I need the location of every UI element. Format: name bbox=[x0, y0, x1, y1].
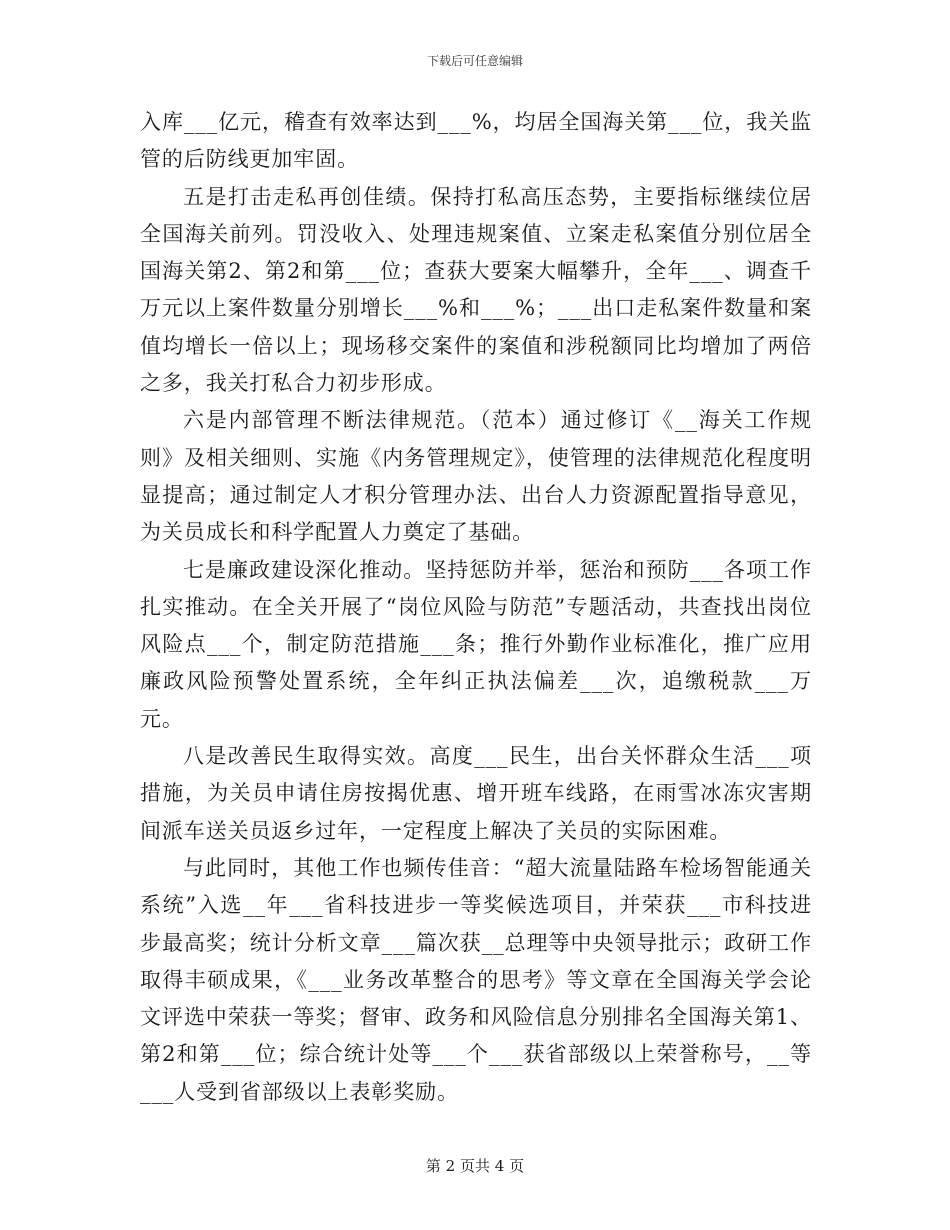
paragraph-6: 与此同时，其他工作也频传佳音：“超大流量陆路车检场智能通关系统”入选__年___省科技进步一等奖候选项目，并荣获___市科技进步最高奖；统计分析文章___篇次获__总理等中央领导批示；政研工作取得丰硕成果，《___业务改革整合的思考》等文章在全国海关学会论文评选中荣获一等奖；督审、政务和风险信息分别排名全国海关第1、第2和第___位；综合统计处等___个___获省部级以上荣誉称号，__等___人受到省部级以上表彰奖励。 bbox=[140, 855, 812, 1104]
paragraph-2: 五是打击走私再创佳绩。保持打私高压态势，主要指标继续位居全国海关前列。罚没收入、处理违规案值、立案走私案值分别位居全国海关第2、第2和第___位；查获大要案大幅攀升，全年___、调查千万元以上案件数量分别增长___%和___%；___出口走私案件数量和案值均增长一倍以上；现场移交案件的案值和涉税额同比均增加了两倍之多，我关打私合力初步形成。 bbox=[140, 184, 812, 396]
paragraph-5: 八是改善民生取得实效。高度___民生，出台关怀群众生活___项措施，为关员申请住房按揭优惠、增开班车线路，在雨雪冰冻灾害期间派车送关员返乡过年，一定程度上解决了关员的实际困难。 bbox=[140, 744, 812, 843]
document-body bbox=[140, 104, 812, 1111]
paragraph-3: 六是内部管理不断法律规范。（范本）通过修订《__海关工作规则》及相关细则、实施《内务管理规定》，使管理的法律规范化程度明显提高；通过制定人才积分管理办法、出台人力资源配置指导意见，为关员成长和科学配置人力奠定了基础。 bbox=[140, 408, 812, 545]
paragraph-4: 七是廉政建设深化推动。坚持惩防并举，惩治和预防___各项工作扎实推动。在全关开展了“岗位风险与防范”专题活动，共查找出岗位风险点___个，制定防范措施___条；推行外勤作业标准化，推广应用廉政风险预警处置系统，全年纠正执法偏差___次，追缴税款___万元。 bbox=[140, 557, 812, 731]
paragraph-1: 入库___亿元，稽查有效率达到___%，均居全国海关第___位，我关监管的后防线更加牢固。 bbox=[140, 110, 812, 172]
page-header: 下载后可任意编辑 bbox=[426, 54, 523, 68]
page-number: 第 2 页共 4 页 bbox=[425, 1157, 525, 1175]
